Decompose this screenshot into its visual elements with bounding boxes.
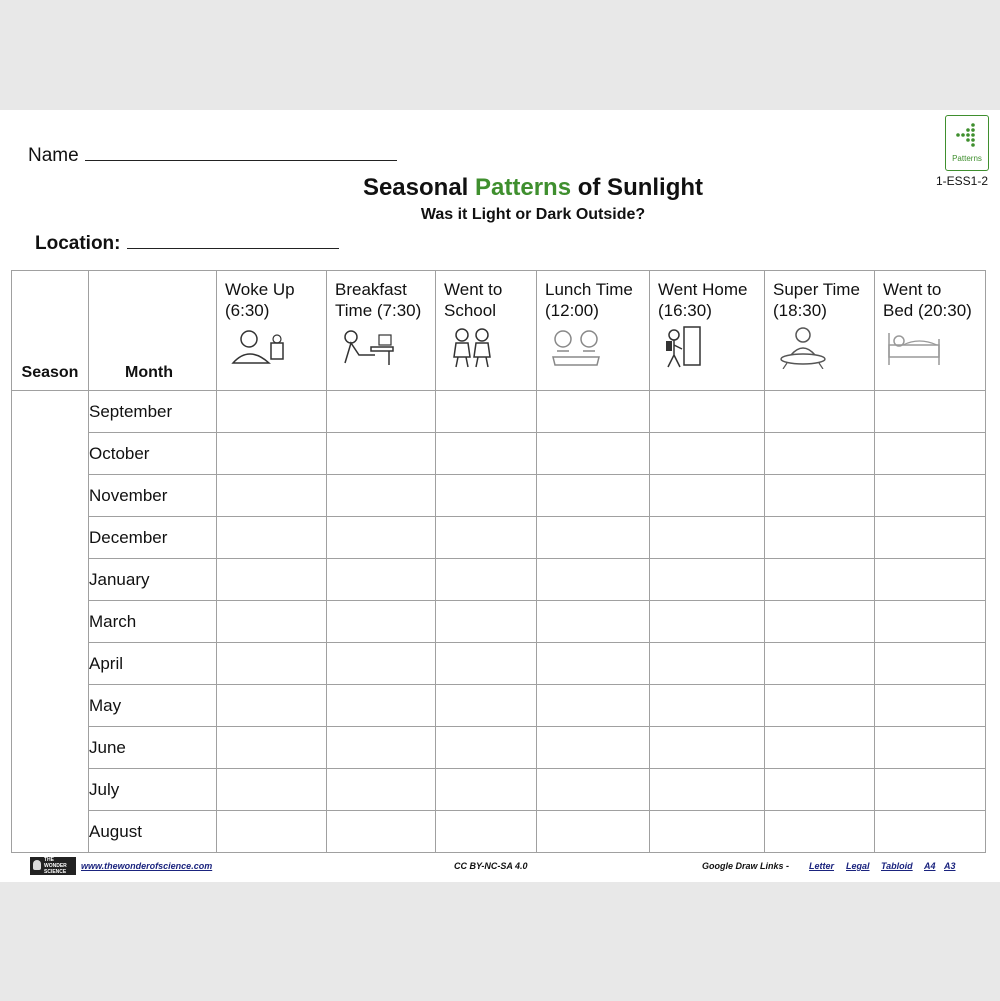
answer-cell[interactable] xyxy=(875,769,986,811)
answer-cell[interactable] xyxy=(436,685,537,727)
answer-cell[interactable] xyxy=(650,685,765,727)
answer-cell[interactable] xyxy=(650,517,765,559)
link-a3[interactable]: A3 xyxy=(944,861,956,871)
answer-cell[interactable] xyxy=(217,517,327,559)
table-row xyxy=(12,811,986,853)
footer xyxy=(0,855,1000,879)
month-cell: October xyxy=(89,433,217,475)
table-row xyxy=(12,475,986,517)
column-header xyxy=(875,271,986,391)
table-row xyxy=(12,727,986,769)
answer-cell[interactable] xyxy=(217,811,327,853)
column-header xyxy=(217,271,327,391)
home-door-icon xyxy=(658,325,722,369)
answer-cell[interactable] xyxy=(436,727,537,769)
answer-cell[interactable] xyxy=(436,475,537,517)
table-row xyxy=(12,517,986,559)
month-cell: December xyxy=(89,517,217,559)
answer-cell[interactable] xyxy=(537,391,650,433)
table-body xyxy=(12,391,986,853)
answer-cell[interactable] xyxy=(537,433,650,475)
answer-cell[interactable] xyxy=(650,433,765,475)
column-header-label: Went to School xyxy=(444,280,503,320)
location-blank-line[interactable] xyxy=(127,232,339,249)
answer-cell[interactable] xyxy=(537,475,650,517)
answer-cell[interactable] xyxy=(650,811,765,853)
answer-cell[interactable] xyxy=(217,727,327,769)
season-header: Season xyxy=(12,271,89,391)
season-cell[interactable] xyxy=(12,391,89,853)
link-a4[interactable]: A4 xyxy=(924,861,936,871)
wonder-of-science-logo: THE WONDER SCIENCE xyxy=(30,857,76,875)
patterns-badge xyxy=(945,115,989,171)
column-header-label: Went to Bed (20:30) xyxy=(883,280,972,320)
answer-cell[interactable] xyxy=(436,811,537,853)
answer-cell[interactable] xyxy=(436,391,537,433)
month-cell: March xyxy=(89,601,217,643)
table-row xyxy=(12,559,986,601)
column-header xyxy=(436,271,537,391)
answer-cell[interactable] xyxy=(436,769,537,811)
answer-cell[interactable] xyxy=(875,727,986,769)
column-header xyxy=(537,271,650,391)
answer-cell[interactable] xyxy=(537,643,650,685)
answer-cell[interactable] xyxy=(765,769,875,811)
answer-cell[interactable] xyxy=(436,517,537,559)
answer-cell[interactable] xyxy=(650,559,765,601)
answer-cell[interactable] xyxy=(217,433,327,475)
answer-cell[interactable] xyxy=(765,601,875,643)
answer-cell[interactable] xyxy=(875,811,986,853)
name-field xyxy=(28,144,397,167)
answer-cell[interactable] xyxy=(875,559,986,601)
table-row xyxy=(12,391,986,433)
answer-cell[interactable] xyxy=(765,433,875,475)
answer-cell[interactable] xyxy=(537,601,650,643)
answer-cell[interactable] xyxy=(765,475,875,517)
google-draw-label: Google Draw Links - xyxy=(702,861,790,871)
month-cell: August xyxy=(89,811,217,853)
answer-cell[interactable] xyxy=(875,601,986,643)
answer-cell[interactable] xyxy=(327,475,436,517)
month-header: Month xyxy=(89,271,217,391)
answer-cell[interactable] xyxy=(765,517,875,559)
answer-cell[interactable] xyxy=(537,559,650,601)
month-cell: July xyxy=(89,769,217,811)
license-text: CC BY-NC-SA 4.0 xyxy=(454,861,528,871)
answer-cell[interactable] xyxy=(765,391,875,433)
location-label: Location: xyxy=(35,233,121,254)
month-cell: June xyxy=(89,727,217,769)
answer-cell[interactable] xyxy=(875,433,986,475)
answer-cell[interactable] xyxy=(436,433,537,475)
month-cell: November xyxy=(89,475,217,517)
answer-cell[interactable] xyxy=(765,643,875,685)
answer-cell[interactable] xyxy=(327,811,436,853)
column-header-label: Super Time (18:30) xyxy=(773,280,860,320)
answer-cell[interactable] xyxy=(436,643,537,685)
answer-cell[interactable] xyxy=(327,517,436,559)
answer-cell[interactable] xyxy=(217,601,327,643)
wake-up-icon xyxy=(225,325,289,369)
school-icon xyxy=(444,325,508,369)
table-row xyxy=(12,685,986,727)
sunlight-table xyxy=(11,270,986,853)
answer-cell[interactable] xyxy=(327,685,436,727)
answer-cell[interactable] xyxy=(217,559,327,601)
answer-cell[interactable] xyxy=(327,433,436,475)
answer-cell[interactable] xyxy=(537,517,650,559)
link-tabloid[interactable]: Tabloid xyxy=(881,861,913,871)
month-cell: May xyxy=(89,685,217,727)
link-letter[interactable]: Letter xyxy=(809,861,835,871)
bed-icon xyxy=(883,325,947,369)
answer-cell[interactable] xyxy=(650,769,765,811)
standard-code: 1-ESS1-2 xyxy=(936,174,989,188)
location-field xyxy=(35,232,339,255)
answer-cell[interactable] xyxy=(875,391,986,433)
answer-cell[interactable] xyxy=(217,643,327,685)
answer-cell[interactable] xyxy=(875,685,986,727)
name-blank-line[interactable] xyxy=(85,144,397,161)
answer-cell[interactable] xyxy=(217,475,327,517)
column-header-label: Went Home (16:30) xyxy=(658,280,748,320)
answer-cell[interactable] xyxy=(650,727,765,769)
supper-icon xyxy=(773,325,837,369)
answer-cell[interactable] xyxy=(436,601,537,643)
answer-cell[interactable] xyxy=(327,769,436,811)
column-header-label: Woke Up (6:30) xyxy=(225,280,295,320)
answer-cell[interactable] xyxy=(217,685,327,727)
month-cell: April xyxy=(89,643,217,685)
answer-cell[interactable] xyxy=(327,727,436,769)
link-legal[interactable]: Legal xyxy=(846,861,870,871)
lightbulb-icon xyxy=(33,860,41,870)
answer-cell[interactable] xyxy=(650,475,765,517)
column-header xyxy=(327,271,436,391)
column-header-label: Breakfast Time (7:30) xyxy=(335,280,422,320)
column-header-label: Lunch Time (12:00) xyxy=(545,280,633,320)
patterns-icon xyxy=(956,122,978,152)
answer-cell[interactable] xyxy=(327,601,436,643)
answer-cell[interactable] xyxy=(765,811,875,853)
badge-label: Patterns xyxy=(952,154,982,163)
answer-cell[interactable] xyxy=(765,685,875,727)
answer-cell[interactable] xyxy=(765,559,875,601)
name-label: Name xyxy=(28,145,79,166)
answer-cell[interactable] xyxy=(537,727,650,769)
answer-cell[interactable] xyxy=(875,475,986,517)
title-part2: of Sunlight xyxy=(577,174,704,201)
month-cell: September xyxy=(89,391,217,433)
title-accent: Patterns xyxy=(475,174,572,201)
answer-cell[interactable] xyxy=(537,769,650,811)
title-part1: Seasonal xyxy=(362,174,469,201)
answer-cell[interactable] xyxy=(650,391,765,433)
site-link[interactable]: www.thewonderofscience.com xyxy=(81,861,213,871)
answer-cell[interactable] xyxy=(537,811,650,853)
table-row xyxy=(12,601,986,643)
answer-cell[interactable] xyxy=(217,391,327,433)
table-row xyxy=(12,769,986,811)
answer-cell[interactable] xyxy=(436,559,537,601)
answer-cell[interactable] xyxy=(327,391,436,433)
table-row xyxy=(12,433,986,475)
page-subtitle: Was it Light or Dark Outside? xyxy=(420,206,646,223)
answer-cell[interactable] xyxy=(650,601,765,643)
header-row xyxy=(12,271,986,391)
answer-cell[interactable] xyxy=(327,643,436,685)
breakfast-icon xyxy=(335,325,399,369)
answer-cell[interactable] xyxy=(875,643,986,685)
answer-cell[interactable] xyxy=(217,769,327,811)
lunch-icon xyxy=(545,325,609,369)
answer-cell[interactable] xyxy=(765,727,875,769)
worksheet-page xyxy=(0,110,1000,882)
page-title xyxy=(0,174,1000,202)
column-header xyxy=(765,271,875,391)
table-row xyxy=(12,643,986,685)
answer-cell[interactable] xyxy=(650,643,765,685)
month-cell: January xyxy=(89,559,217,601)
column-header xyxy=(650,271,765,391)
answer-cell[interactable] xyxy=(537,685,650,727)
answer-cell[interactable] xyxy=(327,559,436,601)
answer-cell[interactable] xyxy=(875,517,986,559)
